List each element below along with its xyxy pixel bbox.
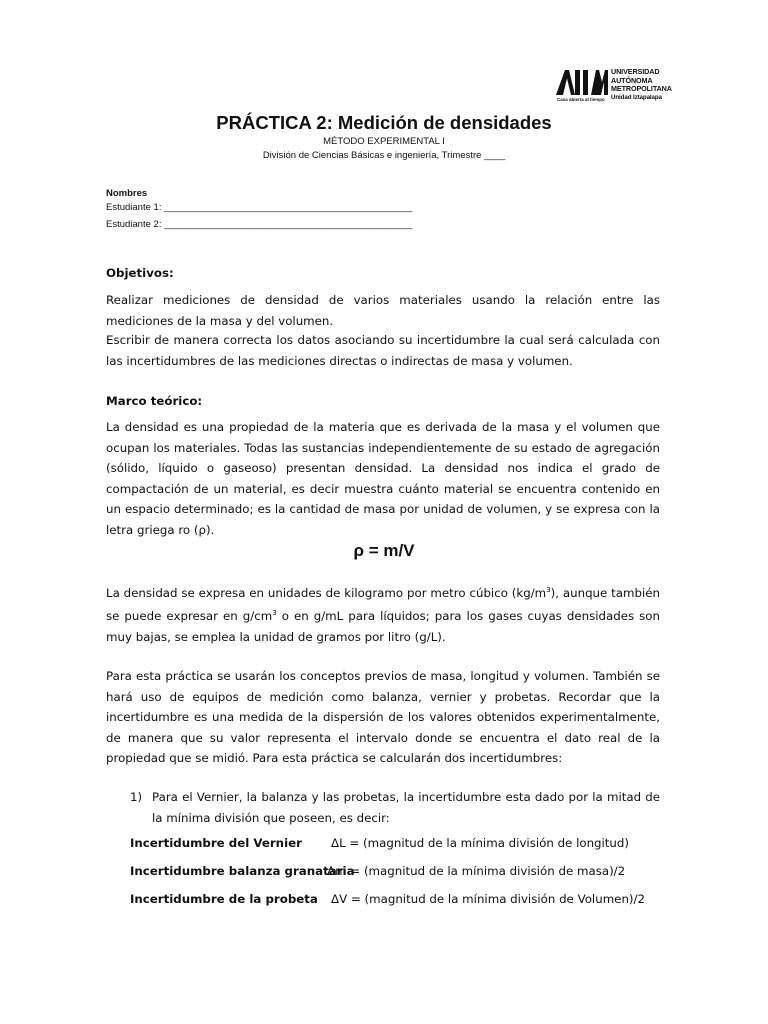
- objetivos-paragraph-1: Realizar mediciones de densidad de varios materiales usando la relación entre las mediciones de la masa y del volumen.: [106, 293, 660, 328]
- practice-paragraph: Para esta práctica se usarán los conceptos previos de masa, longitud y volumen. También se hará uso de equipos de medición como balanza, vernier y probetas. Recordar que la incertidumbre es una medida de la dispersión de los valores obtenidos experimentalmente, de manera que su valor representa el intervalo donde se encuentra el dato real de la propiedad que se midió. Para esta práctica se calcularán dos incertidumbres:: [106, 669, 660, 765]
- uncertainty-label: Incertidumbre balanza granataria: [130, 864, 355, 878]
- page-title: PRÁCTICA 2: Medición de densidades: [216, 112, 552, 133]
- uncertainty-label: Incertidumbre de la probeta: [130, 892, 318, 906]
- uncertainty-row-vernier: [130, 836, 629, 850]
- student-1-field[interactable]: Estudiante 1: _______________________________________________: [106, 202, 413, 213]
- uncertainty-value: ΔL = (magnitud de la mínima división de longitud): [331, 836, 629, 850]
- logo-tagline: Casa abierta al tiempo: [557, 97, 605, 102]
- uam-logo: [555, 68, 677, 108]
- objetivos-heading: Objetivos:: [106, 266, 174, 280]
- student-2-field[interactable]: Estudiante 2: _______________________________________________: [106, 219, 413, 230]
- uncertainty-row-balanza: [130, 864, 626, 878]
- marco-paragraph: La densidad es una propiedad de la materia que es derivada de la masa y el volumen que ocupan los materiales. Todas las sustancias independientemente de su estado de agregación (sólido, líquido o gaseoso) presentan densidad. La densidad nos indica el grado de compactación de un material, es decir muestra cuánto material se encuentra contenido en un espacio determinado; es la cantidad de masa por unidad de volumen, y se expresa con la letra griega ro (ρ).: [106, 420, 660, 537]
- uam-logo-icon: [555, 68, 609, 96]
- density-units-paragraph: La densidad se expresa en unidades de kilogramo por metro cúbico $(kg/m^3)$, aunque también se puede expresar en $g/cm^3$ o en g/mL para líquidos; para los gases cuyas densidades son muy bajas, se emplea la unidad de gramos por litro (g/L).: [106, 585, 661, 644]
- uncertainty-label: Incertidumbre del Vernier: [130, 836, 302, 850]
- division-line: División de Ciencias Básicas e ingeniería, Trimestre ____: [262, 150, 506, 161]
- list-number: 1): [130, 790, 143, 804]
- uncertainty-value: Δm = (magnitud de la mínima división de masa)/2: [327, 864, 626, 878]
- university-name: UNIVERSIDAD AUTÓNOMA METROPOLITANA Unidad Iztapalapa: [611, 67, 672, 101]
- students-heading: Nombres: [106, 188, 148, 199]
- subtitle: MÉTODO EXPERIMENTAL I: [323, 136, 445, 147]
- uncertainty-row-probeta: [130, 892, 645, 906]
- marco-heading: Marco teórico:: [106, 394, 203, 408]
- objetivos-paragraph-2: Escribir de manera correcta los datos asociando su incertidumbre la cual será calculada con las incertidumbres de las mediciones directas o indirectas de masa y volumen.: [106, 333, 660, 368]
- list-item-text: Para el Vernier, la balanza y las probetas, la incertidumbre esta dado por la mitad de la mínima división que poseen, es decir:: [152, 790, 660, 825]
- density-formula: ρ = m/V: [353, 541, 415, 560]
- uncertainty-value: ΔV = (magnitud de la mínima división de Volumen)/2: [331, 892, 645, 906]
